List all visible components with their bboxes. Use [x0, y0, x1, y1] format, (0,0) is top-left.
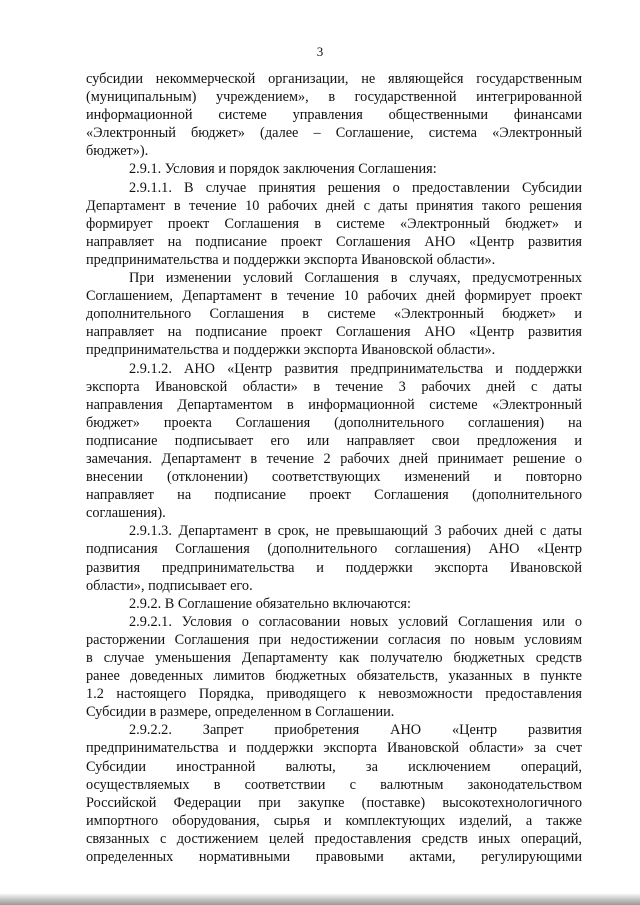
- text-line: 1.2 настоящего Порядка, приводящего к невозможности предоставления: [86, 686, 582, 703]
- text-line: предпринимательства и поддержки экспорта Ивановской области».: [86, 251, 496, 268]
- text-line: импортного оборудования, сырья и комплектующих изделий, а также: [86, 812, 582, 829]
- text-line: подписание подписывает его или направляет свои предложения и: [86, 432, 582, 449]
- text-line: 2.9.1.1. В случае принятия решения о предоставлении Субсидии: [129, 179, 582, 196]
- text-line: Соглашением, Департамент в течение 10 рабочих дней формирует проект: [86, 288, 582, 305]
- text-line: осуществляемых в соответствии с валютным законодательством: [86, 776, 582, 793]
- text-line: подписания Соглашения (дополнительного соглашения) АНО «Центр: [86, 541, 582, 558]
- paragraph-2-9-1-2: [86, 360, 582, 523]
- paragraph-2-9-2: [86, 595, 582, 613]
- text-line: в случае уменьшения Департаменту как получателю бюджетных средств: [86, 650, 582, 666]
- text-line: связанных с достижением целей предоставления средств иных операций,: [86, 830, 582, 847]
- text-line: 2.9.2.2. Запрет приобретения АНО «Центр развития: [129, 722, 582, 739]
- text-line: формирует проект Соглашения в системе «Электронный бюджет» и: [86, 215, 582, 232]
- paragraph-2-9-2-2: [86, 721, 582, 866]
- text-line: экспорта Ивановской области» в течение 3 рабочих дней с даты: [86, 378, 582, 395]
- text-line: субсидии некоммерческой организации, не являющейся государственным: [86, 71, 582, 87]
- text-line: Субсидии в размере, определенном в Соглашении.: [86, 704, 395, 721]
- text-line: внесении (отклонении) соответствующих изменений и повторно: [86, 469, 582, 486]
- text-line: Российской Федерации при закупке (поставке) высокотехнологичного: [86, 794, 582, 811]
- text-line: бюджет» проекта Соглашения (дополнительного соглашения) на: [86, 414, 582, 431]
- paragraph-2-9-2-1: [86, 613, 582, 722]
- text-line: 2.9.2.1. Условия о согласовании новых условий Соглашения или о: [129, 613, 582, 630]
- text-line: соглашения).: [86, 505, 166, 522]
- text-line: информационной системе управления общественными финансами: [86, 107, 582, 124]
- text-line: ранее доведенных лимитов бюджетных обязательств, указанных в пункте: [86, 668, 582, 685]
- text-line: предпринимательства и поддержки экспорта Ивановской области».: [86, 342, 496, 359]
- text-line: 2.9.1. Условия и порядок заключения Соглашения:: [129, 161, 437, 178]
- paragraph-2-9-1-1: [86, 179, 582, 269]
- text-line: «Электронный бюджет» (далее – Соглашение, система «Электронный: [86, 125, 582, 142]
- text-line: области», подписывает его.: [86, 577, 253, 594]
- text-line: предпринимательства и поддержки экспорта Ивановской области» за счет: [86, 740, 582, 757]
- text-line: развития предпринимательства и поддержки экспорта Ивановской: [86, 559, 582, 576]
- paragraph-intro: [86, 70, 582, 160]
- text-line: направляет на подписание проект Соглашения АНО «Центр развития: [86, 324, 582, 341]
- text-line: 2.9.1.2. АНО «Центр развития предпринимательства и поддержки: [129, 360, 582, 377]
- text-line: замечания. Департамент в течение 2 рабочих дней принимает решение о: [86, 450, 582, 467]
- text-line: 2.9.2. В Соглашение обязательно включаются:: [129, 595, 411, 612]
- scan-bottom-edge: [0, 893, 640, 905]
- text-line: Департамент в течение 10 рабочих дней с даты принятия такого решения: [86, 197, 582, 214]
- text-line: (муниципальным) учреждением», в государственной интегрированной: [86, 89, 582, 106]
- text-line: направления Департаментом в информационной системе «Электронный: [86, 396, 582, 413]
- text-line: 2.9.1.3. Департамент в срок, не превышающий 3 рабочих дней с даты: [129, 523, 582, 540]
- text-line: дополнительного Соглашения в системе «Электронный бюджет» и: [86, 306, 582, 323]
- paragraph-2-9-1: [86, 160, 582, 178]
- text-line: расторжении Соглашения при недостижении согласия по новым условиям: [86, 631, 582, 648]
- text-line: направляет на подписание проект Соглашения АНО «Центр развития: [86, 233, 582, 250]
- page-number: 3: [316, 44, 324, 59]
- text-line: Субсидии иностранной валюты, за исключением операций,: [86, 758, 582, 775]
- text-line: определенных нормативными правовыми актами, регулирующими: [86, 849, 582, 866]
- text-line: направляет на подписание проект Соглашения (дополнительного: [86, 487, 582, 504]
- paragraph-2-9-1-3: [86, 522, 582, 594]
- document-body: [86, 70, 582, 866]
- text-line: бюджет»).: [86, 143, 149, 160]
- paragraph-amendment: [86, 269, 582, 359]
- text-line: При изменении условий Соглашения в случаях, предусмотренных: [129, 270, 582, 287]
